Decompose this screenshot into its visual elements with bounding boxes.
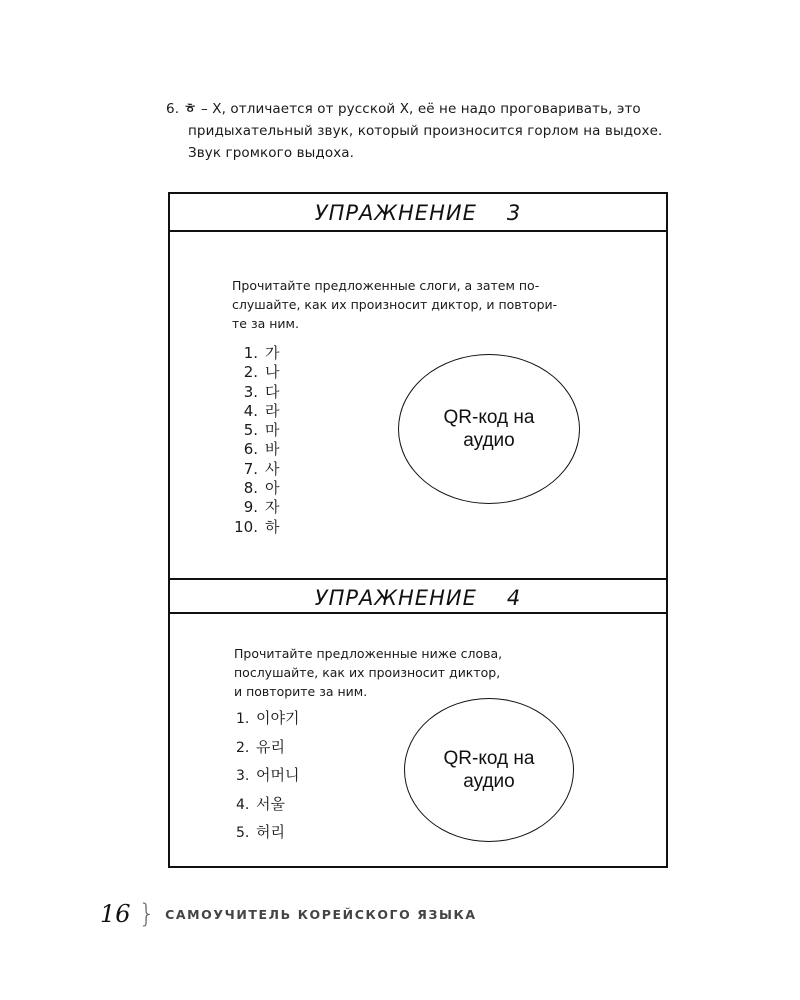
item-text: 이야기 [256,709,300,727]
exercise-4-top-divider [170,578,666,580]
exercise-3-instruction [232,276,557,333]
list-item [228,516,280,535]
item-number: 10. [234,517,258,536]
exercise-4-qr-placeholder[interactable] [404,698,574,842]
intro-number: 6. [166,101,180,117]
exercise-3-title [170,197,666,229]
intro-letter: ㅎ [183,101,197,117]
exercise-3-qr-placeholder[interactable] [398,354,580,504]
item-text: 마 [265,421,280,440]
item-number: 8. [243,479,258,498]
exercise-4-title-divider [170,612,666,614]
item-text: 다 [265,382,280,401]
exercise-3-instruction-line: слушайте, как их произносит диктор, и повтори- [232,297,558,312]
item-number: 1. [243,344,258,362]
item-text: 라 [265,401,280,420]
item-number: 6. [243,440,258,459]
item-text: 아 [265,479,280,498]
item-number: 9. [243,498,258,517]
item-number: 2. [236,739,250,756]
item-number: 4. [236,796,250,813]
list-item [228,438,280,457]
item-number: 2. [243,363,258,382]
qr-label-line-2: аудио [463,771,515,792]
list-item [228,477,280,496]
item-text: 허리 [256,823,285,841]
list-item [228,400,280,419]
item-number: 3. [243,382,258,401]
exercise-4-instruction-line: Прочитайте предложенные ниже слова, [234,646,503,661]
intro-line-3: Звук громкого выдоха. [188,145,355,161]
exercise-3-syllable-list [228,342,280,535]
list-item [228,361,280,380]
exercise-3-title-divider [170,230,666,232]
item-text: 사 [265,459,280,478]
item-number: 4. [243,401,258,420]
list-item [228,496,280,515]
item-text: 유리 [256,737,285,756]
intro-line-2: придыхательный звук, который произносится горлом на выдохе. [188,123,663,139]
page-number: 16 [100,900,131,928]
list-item [236,736,299,765]
item-text: 바 [265,440,280,459]
item-number: 3. [236,768,250,784]
exercise-4-instruction-line: и повторите за ним. [234,684,368,699]
intro-line-1 [166,98,726,120]
exercise-3-instruction-line: те за ним. [232,316,299,331]
item-number: 5. [236,825,250,841]
exercise-4-instruction-line: послушайте, как их произносит диктор, [234,665,501,680]
qr-label-line-2: аудио [463,430,515,451]
exercise-3-number: 3 [506,201,522,225]
intro-paragraph [166,98,726,164]
item-text: 하 [265,517,280,536]
exercise-4-number: 4 [506,586,522,610]
intro-line-1-text: – Х, отличается от русской Х, её не надо проговаривать, это [196,101,641,117]
item-number: 7. [243,459,258,478]
list-item [228,419,280,438]
exercise-box [168,192,668,868]
footer-brace: } [138,899,156,929]
item-text: 어머니 [256,766,300,784]
exercise-4-title [170,582,666,614]
item-text: 자 [265,498,280,517]
exercise-4-word-list [236,707,299,850]
list-item [236,793,299,822]
exercise-4-title-text: УПРАЖНЕНИЕ [314,586,477,610]
page-footer [100,898,477,930]
item-number: 1. [236,711,250,727]
item-text: 서울 [256,794,285,813]
exercise-3-instruction-line: Прочитайте предложенные слоги, а затем по- [232,278,540,293]
item-text: 가 [265,344,280,362]
list-item [228,342,280,361]
list-item [228,458,280,477]
list-item [236,821,299,850]
qr-label-line-1: QR-код на [443,407,535,428]
list-item [236,707,299,736]
list-item [228,381,280,400]
book-title: САМОУЧИТЕЛЬ КОРЕЙСКОГО ЯЗЫКА [165,906,477,922]
exercise-3-title-text: УПРАЖНЕНИЕ [314,201,477,225]
item-number: 5. [243,421,258,440]
qr-label-line-1: QR-код на [443,748,535,769]
item-text: 나 [265,363,280,382]
exercise-4-instruction [234,644,502,701]
list-item [236,764,299,793]
